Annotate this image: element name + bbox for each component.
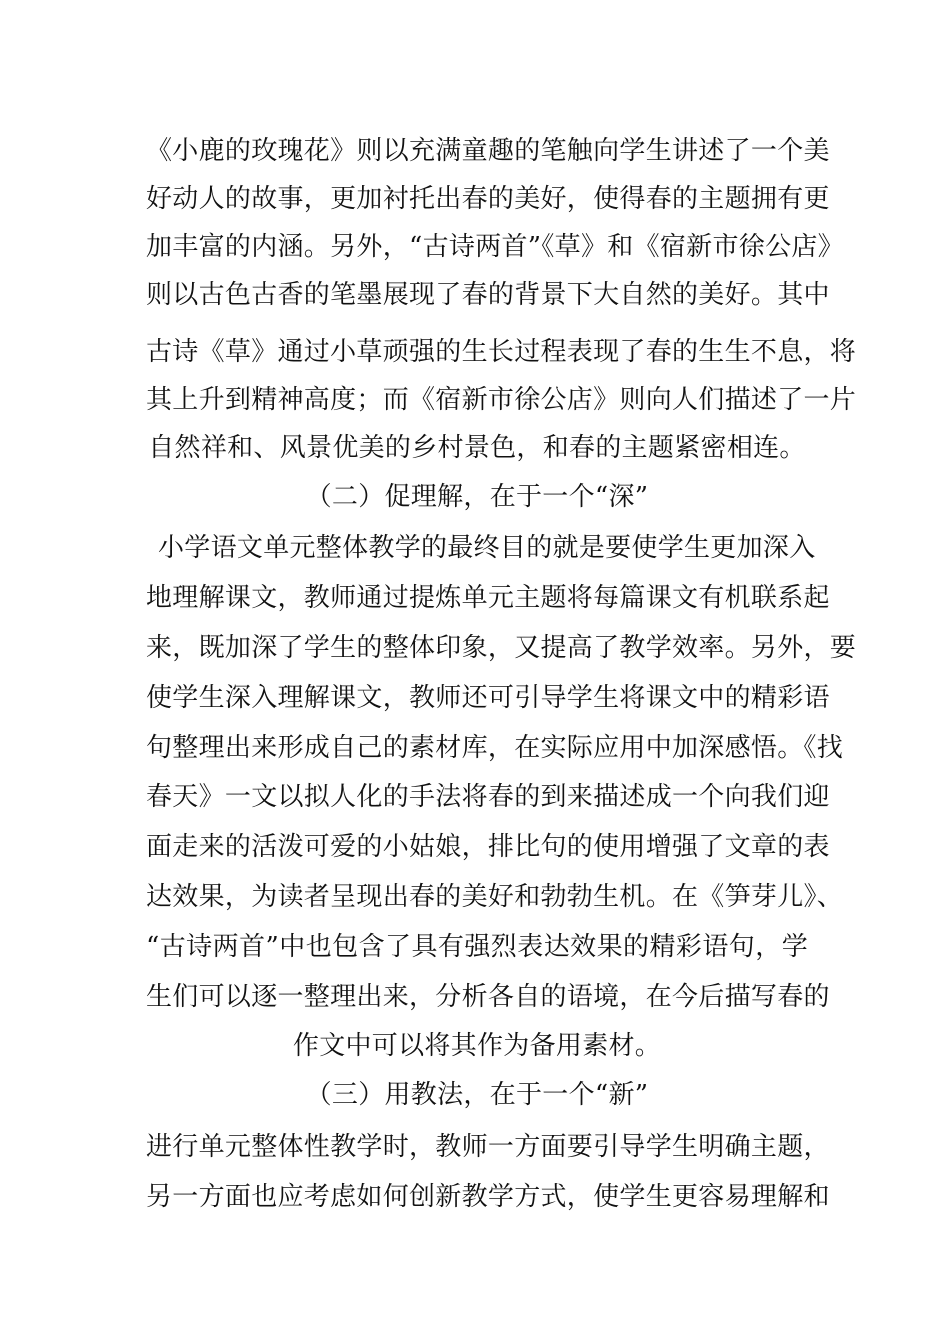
paragraph-2-line-5: 句整理出来形成自己的素材库，在实际应用中加深感悟。《找: [146, 733, 844, 763]
paragraph-1-line-4: 则以古色古香的笔墨展现了春的背景下大自然的美好。其中: [146, 280, 830, 310]
paragraph-2-line-8: 达效果，为读者呈现出春的美好和勃勃生机。在《笋芽儿》、: [146, 882, 844, 912]
paragraph-1-line-1: 《小鹿的玫瑰花》则以充满童趣的笔触向学生讲述了一个美: [146, 136, 830, 166]
paragraph-2-line-2: 地理解课文，教师通过提炼单元主题将每篇课文有机联系起: [146, 583, 830, 613]
paragraph-1-line-3: 加丰富的内涵。另外，“古诗两首”《草》和《宿新市徐公店》: [146, 232, 844, 262]
paragraph-1-line-7: 自然祥和、风景优美的乡村景色，和春的主题紧密相连。: [148, 433, 806, 463]
section-heading-3: （三）用教法，在于一个“新”: [305, 1080, 649, 1110]
paragraph-2-line-4: 使学生深入理解课文，教师还可引导学生将课文中的精彩语: [146, 683, 830, 713]
paragraph-2-line-10: 生们可以逐一整理出来，分析各自的语境，在今后描写春的: [146, 982, 830, 1012]
paragraph-2-line-9: “古诗两首”中也包含了具有强烈表达效果的精彩语句，学: [146, 932, 808, 962]
paragraph-1-line-2: 好动人的故事，更加衬托出春的美好，使得春的主题拥有更: [146, 184, 830, 214]
paragraph-3-line-1: 进行单元整体性教学时，教师一方面要引导学生明确主题，: [146, 1132, 830, 1162]
paragraph-2-line-1: 小学语文单元整体教学的最终目的就是要使学生更加深入: [158, 533, 816, 563]
paragraph-2-line-7: 面走来的活泼可爱的小姑娘，排比句的使用增强了文章的表: [146, 832, 830, 862]
paragraph-2-line-6: 春天》一文以拟人化的手法将春的到来描述成一个向我们迎: [146, 782, 830, 812]
section-heading-2: （二）促理解，在于一个“深”: [305, 482, 649, 512]
paragraph-2-line-11: 作文中可以将其作为备用素材。: [292, 1031, 662, 1061]
paragraph-1-line-5: 古诗《草》通过小草顽强的生长过程表现了春的生生不息，将: [146, 337, 857, 367]
paragraph-2-line-3: 来，既加深了学生的整体印象，又提高了教学效率。另外，要: [146, 633, 857, 663]
paragraph-3-line-2: 另一方面也应考虑如何创新教学方式，使学生更容易理解和: [146, 1182, 830, 1212]
paragraph-1-line-6: 其上升到精神高度；而《宿新市徐公店》则向人们描述了一片: [146, 385, 857, 415]
